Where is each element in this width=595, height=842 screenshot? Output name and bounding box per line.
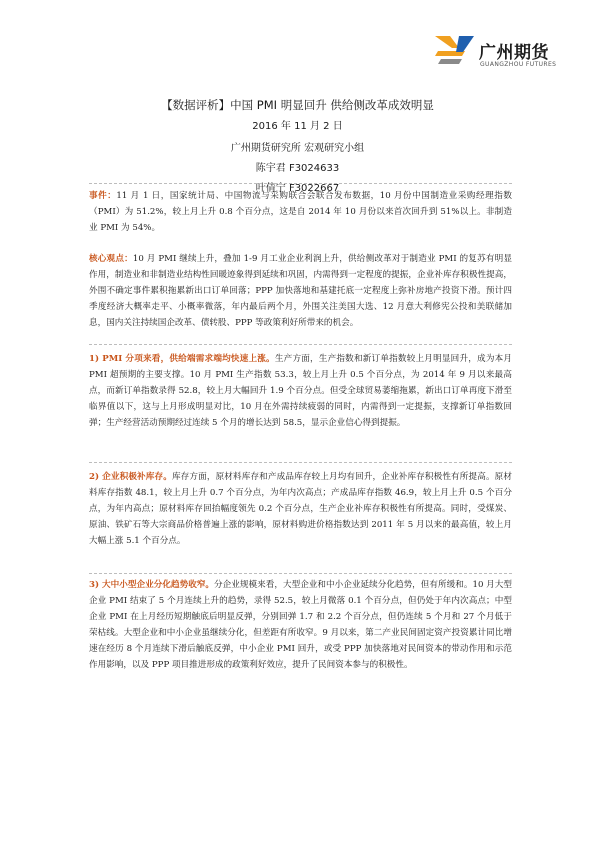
section-inventory-lead: 2) 企业积极补库存。 xyxy=(89,472,172,482)
section-inventory-body: 库存方面，原材料库存和产成品库存较上月均有回升，企业补库存积极性有所提高。原材料库存指数 48.1，较上月上升 0.7 个百分点，为年内次高点；产成品库存指数 46.9，较上月上升 0.5 个百分点，为年内高点；原材料库存回抬幅度领先 0.2 个百分点，生产企业补库存积极性有所提高。同时，受煤炭、原油、铁矿石等大宗商品价格普遍上涨的影响，原材料购进价格指数达到 2011 年 5 月以来的最高值，较上月大幅上涨 5.1 个百分点。 xyxy=(89,472,512,546)
section-enterprise-size-body: 分企业规模来看，大型企业和中小企业延续分化趋势，但有所缓和。10 月大型企业 PMI 结束了 5 个月连续上升的趋势，录得 52.5，较上月微落 0.1 个百分点，但仍处于年内次高点；中型企业 PMI 在上月经历短期触底后明显反弹，分别回弹 1.7 和 2.2 个百分点，但仍连续 5 个月和 27 个月低于荣枯线。大型企业和中小企业虽继续分化，但差距有所收窄。9 月以来，第二产业民间固定资产投资累计同比增速在经历 8 个月连续下滑后触底反弹，中小企业 PMI 回升，或受 PPP 加快落地对民间资本的带动作用和示范作用影响，以及 PPP 项目推进形成的政策利好效应，提升了民间资本参与的积极性。 xyxy=(89,580,512,670)
section-pmi-items-lead: 1) PMI 分项来看，供给端需求端均快速上涨。 xyxy=(89,354,275,364)
logo-text-en: GUANGZHOU FUTURES xyxy=(480,61,557,68)
section-enterprise-size xyxy=(89,577,512,673)
author-1: 陈宇君 F3024633 xyxy=(255,163,340,174)
report-title: 【数据评析】中国 PMI 明显回升 供给侧改革成效明显 xyxy=(161,98,434,112)
section-enterprise-size-lead: 3) 大中小型企业分化趋势收窄。 xyxy=(89,580,215,590)
section-pmi-items xyxy=(89,351,512,431)
divider-2 xyxy=(89,462,512,463)
section-event-lead: 事件： xyxy=(89,191,117,201)
report-date: 2016 年 11 月 2 日 xyxy=(252,121,343,132)
section-core-view xyxy=(89,251,512,331)
section-event xyxy=(89,188,512,236)
section-event-body: 11 月 1 日，国家统计局、中国物流与采购联合会联合发布数据，10 月份中国制造业采购经理指数（PMI）为 51.2%，较上月上升 0.8 个百分点，这是自 2014 年 10 月份以来首次回升到 51%以上。非制造业 PMI 为 54%。 xyxy=(89,191,512,233)
logo-text-cn: 广州期货 xyxy=(479,43,549,63)
report-header xyxy=(0,96,595,197)
section-core-view-lead: 核心观点： xyxy=(89,254,133,264)
author-2: 叶倩宁 F3022667 xyxy=(255,183,340,194)
section-pmi-items-body: 生产方面，生产指数和新订单指数较上月明显回升，成为本月 PMI 超预期的主要支撑。10 月 PMI 生产指数 53.3，较上月上升 0.5 个百分点，为 2014 年 9 月以来最高点，而新订单指数录得 52.8，较上月大幅回升 1.9 个百分点。但受全球贸易萎缩拖累，新出口订单再度下滑至临界值以下，这与上月形成明显对比，10 月在外需持续疲弱的同时，内需得到一定提振，支撑新订单指数回弹；生产经营活动预期经过连续 5 个月的增长达到 58.5，显示企业信心得到提振。 xyxy=(89,354,512,428)
report-org: 广州期货研究所 宏观研究小组 xyxy=(230,143,365,154)
logo-mark-icon xyxy=(435,36,475,70)
divider-3 xyxy=(89,573,512,574)
section-inventory xyxy=(89,469,512,549)
section-core-view-body: 10 月 PMI 继续上升，叠加 1-9 月工业企业利润上升，供给侧改革对于制造业 PMI 的复苏有明显作用，制造业和非制造业结构性回暖迹象得到延续和巩固，内需得到一定程度的提振，企业补库存积极性提高，外围不确定事件累积拖累新出口订单回落；PPP 加快落地和基建托底一定程度上弥补房地产投资下滑。预计四季度经济大概率走平、小概率微落，年内最后两个月，外围关注美国大选、12 月意大利修宪公投和美联储加息，国内关注持续国企改革、债转股、PPP 等政策利好所带来的机会。 xyxy=(89,254,512,328)
divider-1 xyxy=(89,344,512,345)
company-logo xyxy=(435,34,565,74)
divider-top xyxy=(89,183,512,184)
